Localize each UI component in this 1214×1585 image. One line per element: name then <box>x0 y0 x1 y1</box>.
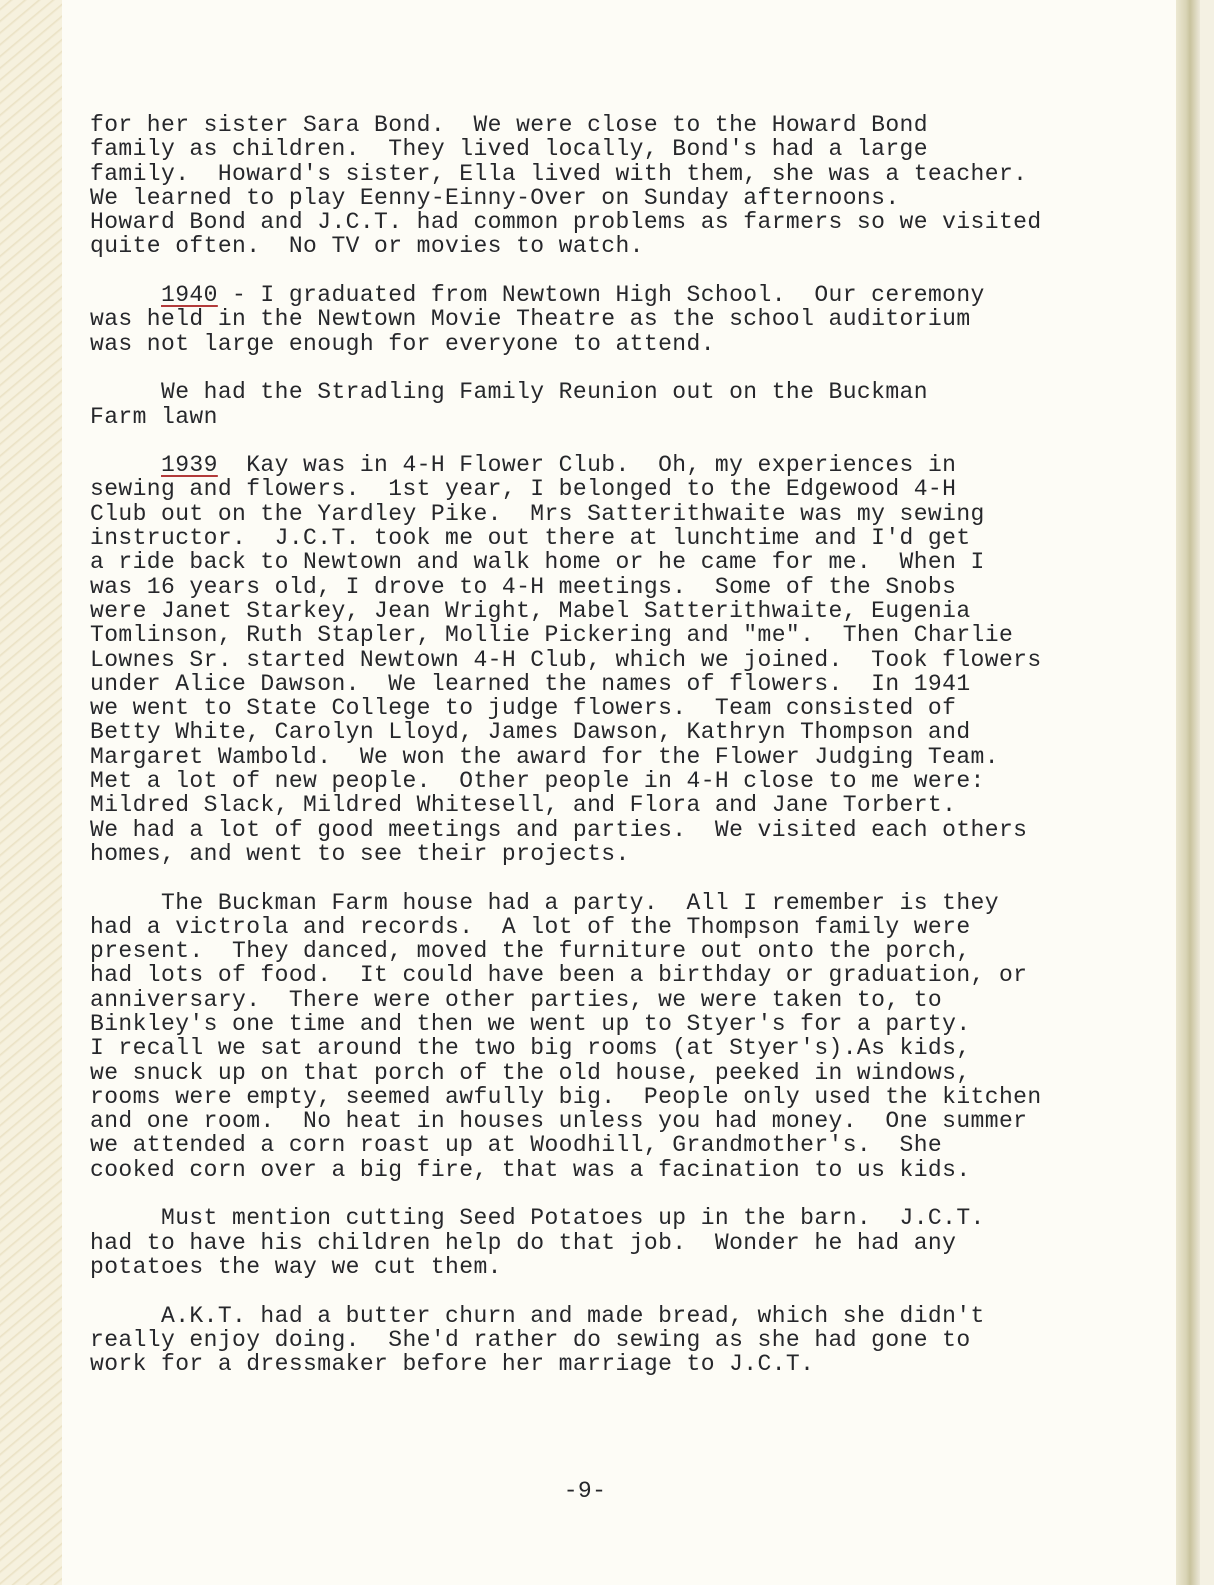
text-line: was not large enough for everyone to attend. <box>90 330 715 357</box>
text-line: really enjoy doing. She'd rather do sewing as she had gone to <box>90 1326 971 1353</box>
text-line: present. They danced, moved the furniture out onto the porch, <box>90 938 971 965</box>
paragraph-1940-graduation <box>90 283 1170 356</box>
text-line: had a victrola and records. A lot of the Thompson family were <box>90 913 971 940</box>
text-line: potatoes the way we cut them. <box>90 1253 502 1280</box>
paragraph-butter-churn <box>90 1304 1170 1377</box>
text-line: family. Howard's sister, Ella lived with them, she was a teacher. <box>90 160 1028 187</box>
paragraph-1939-4h-club <box>90 453 1170 866</box>
text-line: We had a lot of good meetings and parties. We visited each others <box>90 816 1028 843</box>
page-binding-edge <box>0 0 63 1585</box>
text-line: I recall we sat around the two big rooms (at Styer's).As kids, <box>90 1035 971 1062</box>
text-line: under Alice Dawson. We learned the names of flowers. In 1941 <box>90 670 971 697</box>
text-line: Kay was in 4-H Flower Club. Oh, my experiences in <box>217 452 957 479</box>
paragraph-buckman-party <box>90 891 1170 1183</box>
text-line: Margaret Wambold. We won the award for the Flower Judging Team. <box>90 743 999 770</box>
text-line: Lownes Sr. started Newtown 4-H Club, which we joined. Took flowers <box>90 646 1042 673</box>
text-line: Binkley's one time and then we went up to Styer's for a party. <box>90 1010 971 1037</box>
text-line: work for a dressmaker before her marriage to J.C.T. <box>90 1351 815 1378</box>
text-line: we attended a corn roast up at Woodhill, Grandmother's. She <box>90 1132 943 1159</box>
text-line: had lots of food. It could have been a birthday or graduation, or <box>90 962 1028 989</box>
text-line: we snuck up on that porch of the old house, peeked in windows, <box>90 1059 971 1086</box>
text-line: and one room. No heat in houses unless you had money. One summer <box>90 1108 1028 1135</box>
document-body <box>90 113 1170 1376</box>
text-line: homes, and went to see their projects. <box>90 840 630 867</box>
text-line: instructor. J.C.T. took me out there at lunchtime and I'd get <box>90 525 971 552</box>
paragraph-family-reunion <box>90 380 1170 429</box>
text-line: rooms were empty, seemed awfully big. People only used the kitchen <box>90 1083 1042 1110</box>
text-line: quite often. No TV or movies to watch. <box>90 233 644 260</box>
text-line: were Janet Starkey, Jean Wright, Mabel Satterithwaite, Eugenia <box>90 597 971 624</box>
text-line: sewing and flowers. 1st year, I belonged to the Edgewood 4-H <box>90 476 957 503</box>
text-line: for her sister Sara Bond. We were close to the Howard Bond <box>90 112 928 138</box>
text-line: we went to State College to judge flowers. Team consisted of <box>90 695 957 722</box>
paragraph-seed-potatoes <box>90 1206 1170 1279</box>
text-line: - I graduated from Newtown High School. Our ceremony <box>217 282 985 309</box>
page-far-edge <box>1200 0 1214 1585</box>
text-line: was held in the Newtown Movie Theatre as the school auditorium <box>90 306 971 333</box>
text-line: family as children. They lived locally, Bond's had a large <box>90 136 928 163</box>
page-number: -9- <box>563 1478 607 1504</box>
text-line: anniversary. There were other parties, we were taken to, to <box>90 986 943 1013</box>
text-line: Howard Bond and J.C.T. had common problems as farmers so we visited <box>90 209 1042 236</box>
text-line: had to have his children help do that job. Wonder he had any <box>90 1229 957 1256</box>
text-line: Mildred Slack, Mildred Whitesell, and Flora and Jane Torbert. <box>90 792 957 819</box>
text-line: Club out on the Yardley Pike. Mrs Satterithwaite was my sewing <box>90 500 985 527</box>
page-right-edge <box>1176 0 1200 1585</box>
text-line: Farm lawn <box>90 403 218 430</box>
text-line: Tomlinson, Ruth Stapler, Mollie Pickering and "me". Then Charlie <box>90 622 1014 649</box>
year-1940: 1940 <box>161 282 218 309</box>
text-line: was 16 years old, I drove to 4-H meetings. Some of the Snobs <box>90 573 957 600</box>
text-line: We had the Stradling Family Reunion out on the Buckman <box>90 379 928 406</box>
year-1939: 1939 <box>161 452 218 479</box>
text-line: Must mention cutting Seed Potatoes up in the barn. J.C.T. <box>90 1205 985 1232</box>
paragraph-bond-family <box>90 113 1170 259</box>
text-line: A.K.T. had a butter churn and made bread, which she didn't <box>90 1302 985 1329</box>
text-line: a ride back to Newtown and walk home or he came for me. When I <box>90 549 985 576</box>
text-line: Met a lot of new people. Other people in 4-H close to me were: <box>90 768 985 795</box>
text-line: The Buckman Farm house had a party. All I remember is they <box>90 889 999 916</box>
text-line: We learned to play Eenny-Einny-Over on Sunday afternoons. <box>90 184 900 211</box>
text-line: cooked corn over a big fire, that was a facination to us kids. <box>90 1156 971 1183</box>
text-line: Betty White, Carolyn Lloyd, James Dawson, Kathryn Thompson and <box>90 719 971 746</box>
